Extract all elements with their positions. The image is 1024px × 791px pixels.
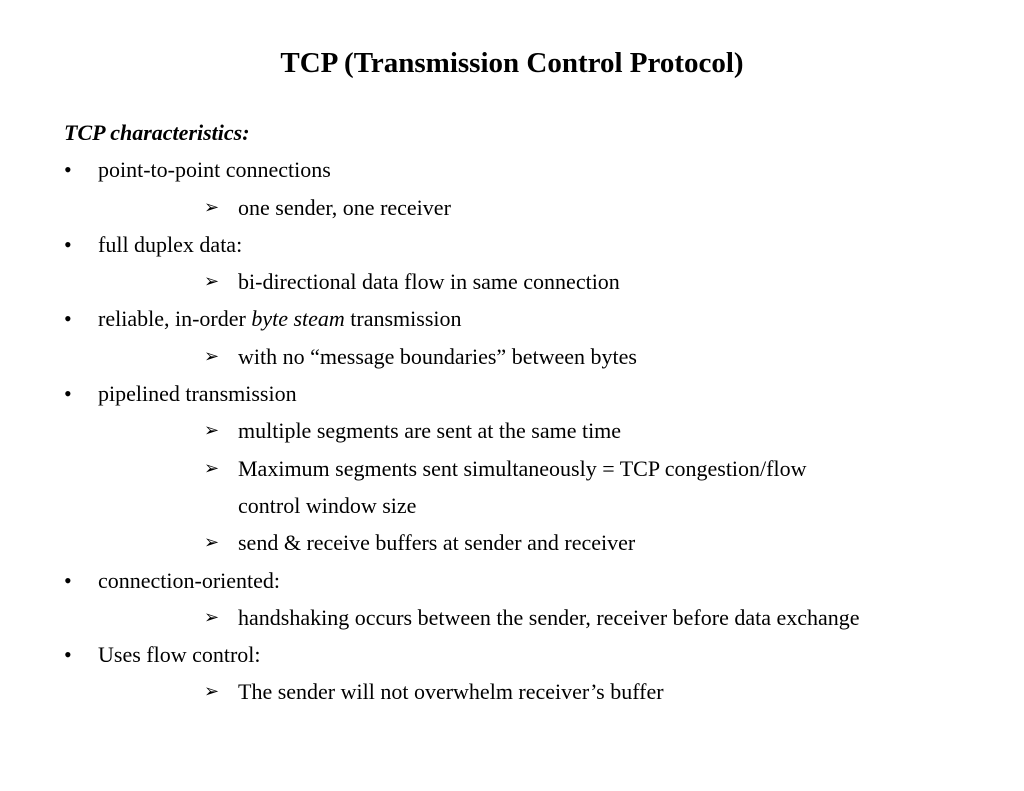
bullet-text: point-to-point connections: [98, 157, 331, 183]
arrow-bullet-icon: ➢: [204, 271, 220, 293]
sub-bullet-text: bi-directional data flow in same connection: [238, 269, 620, 295]
sub-bullet-item: [64, 673, 1004, 710]
bullet-text-emphasis: byte steam: [251, 306, 345, 332]
bullet-text: full duplex data:: [98, 231, 243, 257]
sub-bullet-text: send & receive buffers at sender and receiver: [238, 530, 636, 556]
section-heading: TCP characteristics:: [64, 120, 250, 145]
sub-bullet-item: [64, 189, 1004, 226]
bullet-marker: •: [64, 306, 72, 332]
sub-bullet-item: [64, 338, 1004, 375]
bullet-text-before: reliable, in-order: [98, 306, 252, 332]
slide-title: TCP (Transmission Control Protocol): [280, 47, 744, 79]
bullet-text-after: transmission: [344, 306, 462, 332]
sub-bullet-item: [64, 412, 1004, 449]
sub-bullet-item: [64, 599, 1004, 636]
sub-bullet-text: Maximum segments sent simultaneously = TCP congestion/flow: [238, 455, 807, 481]
arrow-bullet-icon: ➢: [204, 420, 220, 442]
bullet-item: [64, 375, 1004, 412]
arrow-bullet-icon: ➢: [204, 532, 220, 554]
sub-bullet-text: one sender, one receiver: [238, 194, 451, 220]
sub-bullet-item: [64, 524, 1004, 561]
slide-content: [64, 114, 1004, 711]
bullet-item: [64, 636, 1004, 673]
sub-bullet-text: handshaking occurs between the sender, receiver before data exchange: [238, 604, 860, 630]
sub-bullet-text: The sender will not overwhelm receiver’s buffer: [238, 679, 664, 705]
bullet-item: [64, 562, 1004, 599]
bullet-marker: •: [64, 381, 72, 407]
arrow-bullet-icon: ➢: [204, 345, 220, 367]
arrow-bullet-icon: ➢: [204, 196, 220, 218]
sub-bullet-item: [64, 263, 1004, 300]
sub-bullet-text: with no “message boundaries” between bytes: [238, 343, 637, 369]
bullet-text: Uses flow control:: [98, 642, 261, 668]
bullet-item: [64, 300, 1004, 337]
bullet-item: [64, 151, 1004, 188]
bullet-item: [64, 226, 1004, 263]
arrow-bullet-icon: ➢: [204, 606, 220, 628]
sub-bullet-continuation: control window size: [238, 492, 417, 518]
bullet-text: pipelined transmission: [98, 381, 297, 407]
sub-bullet-text: multiple segments are sent at the same time: [238, 418, 622, 444]
arrow-bullet-icon: ➢: [204, 457, 220, 479]
arrow-bullet-icon: ➢: [204, 681, 220, 703]
bullet-text: connection-oriented:: [98, 567, 281, 593]
sub-bullet-item: [64, 450, 1004, 487]
bullet-marker: •: [64, 157, 72, 183]
bullet-marker: •: [64, 231, 72, 257]
bullet-marker: •: [64, 567, 72, 593]
bullet-marker: •: [64, 642, 72, 668]
